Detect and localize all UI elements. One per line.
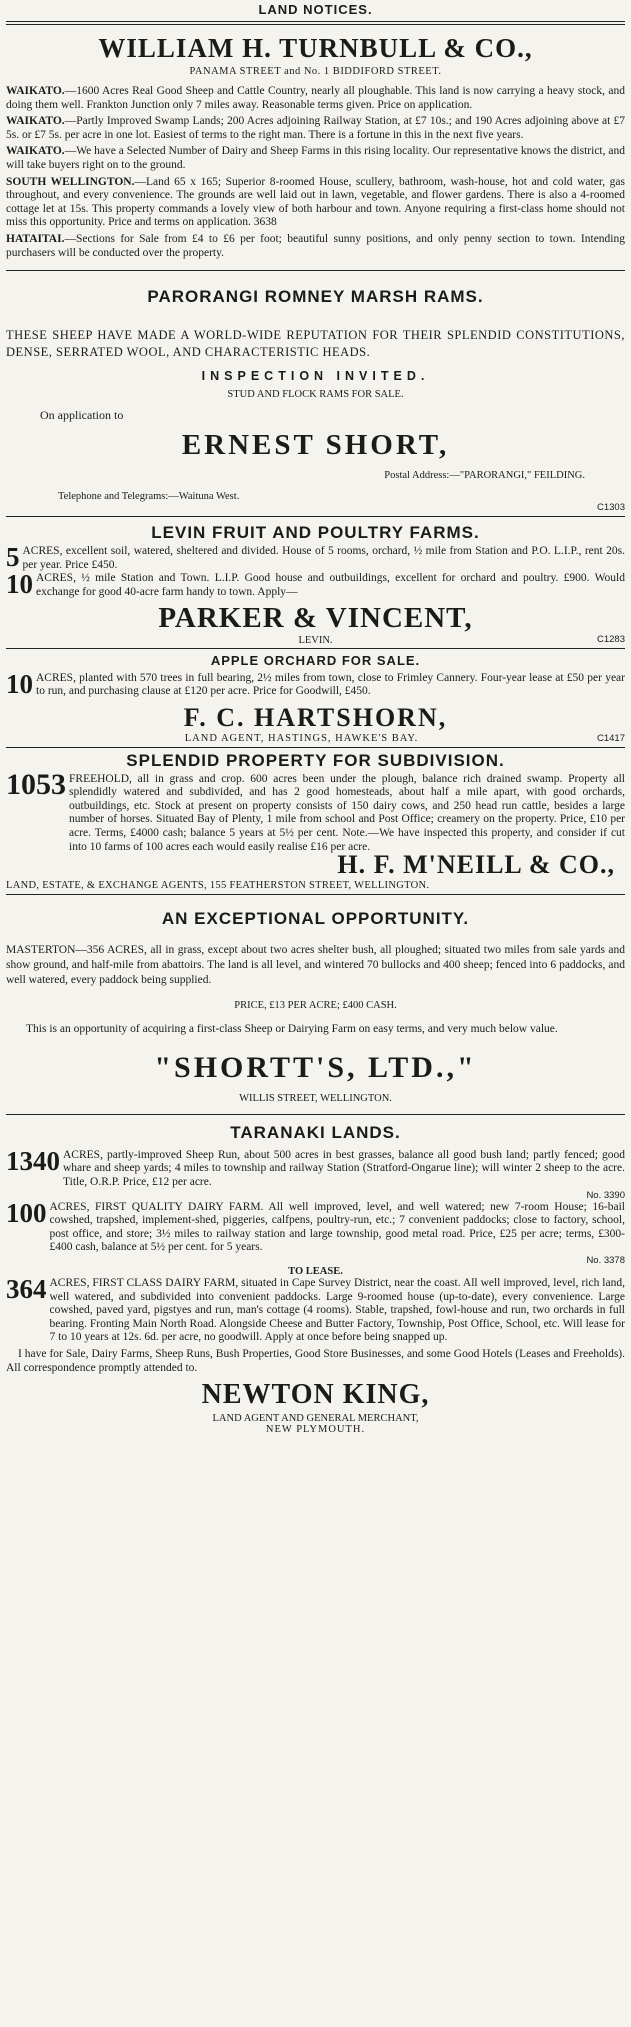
parorangi-title: PARORANGI ROMNEY MARSH RAMS.	[147, 287, 484, 307]
apple-agent: F. C. HARTSHORN,	[183, 702, 448, 732]
apple-advert	[6, 653, 625, 744]
levin-item: 10 ACRES, ½ mile Station and Town. L.I.P. Good house and outbuildings, excellent for orchard and poultry. £900. Would exchange for good 40-acre farm handy to town. Apply—	[6, 569, 625, 600]
turnbull-advert	[6, 33, 625, 260]
turnbull-address: PANAMA STREET and No. 1 BIDDIFORD STREET.	[189, 66, 442, 77]
levin-item: 5 ACRES, excellent soil, watered, sheltered and divided. House of 5 rooms, orchard, ½ mile from Station and P.O. L.I.P., rent 20s. per year. Price £450.	[6, 542, 625, 573]
exceptional-closing: This is an opportunity of acquiring a first-class Sheep or Dairying Farm on easy terms, and very much below value.	[26, 1023, 558, 1036]
parorangi-inspection: INSPECTION INVITED.	[201, 369, 430, 384]
parorangi-postal: Postal Address:—"PARORANGI," FEILDING.	[384, 470, 585, 482]
divider	[6, 747, 625, 748]
taranaki-item: 100 ACRES, FIRST QUALITY DAIRY FARM. All well improved, level, and well watered; new 7-room House; 16-bail cowshed, trapshed, implement-shed, piggeries, calfpens, poultry-run, etc.; 7 convenient paddocks; close to factory, school, post office, and store; 3½ miles to railway station and large township, good metal road. Price, £25 per acre; terms, £300-£400 cash, balance at 5½ per cent. for 5 years. No. 3378	[6, 1197, 625, 1266]
divider	[6, 516, 625, 517]
divider	[6, 270, 625, 271]
splendid-item: 1053 FREEHOLD, all in grass and crop. 600 acres been under the plough, balance rich drained swamp. Property all splendidly watered and subdivided, and has 2 good homesteads, about half a mile apart, with good orchards, outbuildings, etc. Stock at present on property consists of 150 dairy cows, and 250 head run cattle, besides a large number of horses. Situated Bay of Plenty, 1 mile from school and Post Office; creamery on the property. Price, £10 per acre. Terms, £4000 cash; balance 5 years at 5½ per cent. Note.—We have inspected this property, and consider if cut into 10 farms of 100 acres each would easily realise £16 per acre.	[6, 767, 625, 853]
apple-ref: C1417	[597, 732, 625, 744]
exceptional-price: PRICE, £13 PER ACRE; £400 CASH.	[234, 1000, 397, 1012]
section-header: LAND NOTICES.	[258, 2, 373, 17]
exceptional-agent-line: WILLIS STREET, WELLINGTON.	[239, 1092, 392, 1104]
apple-item: 10 ACRES, planted with 570 trees in full bearing, 2½ miles from town, close to Frimley Cannery. Four-year lease at £50 per year to run, and purchasing clause at £120 per acre. Price for Goodwill, £450.	[6, 668, 625, 699]
taranaki-closing: I have for Sale, Dairy Farms, Sheep Runs, Bush Properties, Good Store Businesses, and some Good Hotels (Leases and Freeholds). All correspondence promptly attended to.	[6, 1347, 625, 1374]
parorangi-advert	[6, 287, 625, 513]
turnbull-listing: WAIKATO.—Partly Improved Swamp Lands; 200 Acres adjoining Railway Station, at £7 10s.; and 190 Acres adjoining above at £7 5s. or £7 5s. per acre in one lot. Easiest of terms to the right man. There is a fortune in this in the next five years.	[6, 115, 625, 141]
parorangi-body: THESE SHEEP HAVE MADE A WORLD-WIDE REPUTATION FOR THEIR SPLENDID CONSTITUTIONS, DENSE, SERRATED WOOL, AND CHARACTERISTIC HEADS.	[6, 328, 625, 360]
taranaki-item: 1340 ACRES, partly-improved Sheep Run, about 500 acres in best grasses, balance all good bush land; partly fenced; good whare and sheep yards; 4 miles to township and railway Station (Stratford-Ongarue line); will winter 2 sheep to the acre. Title, O.R.P. Price, £12 per acre. No. 3390	[6, 1145, 625, 1201]
splendid-advert	[6, 751, 625, 892]
apple-agent-line-row	[6, 733, 625, 744]
turnbull-listing: WAIKATO.—1600 Acres Real Good Sheep and Cattle Country, nearly all ploughable. This land is now carrying a heavy stock, and doing them well. Frankton Junction only 7 miles away. Reasonable terms given. Price on application.	[6, 85, 625, 111]
splendid-title: SPLENDID PROPERTY FOR SUBDIVISION.	[126, 750, 505, 770]
taranaki-advert	[6, 1123, 625, 1435]
taranaki-agent-line: LAND AGENT AND GENERAL MERCHANT,	[212, 1413, 419, 1425]
taranaki-title: TARANAKI LANDS.	[230, 1122, 401, 1142]
taranaki-town: NEW PLYMOUTH.	[265, 1424, 366, 1436]
exceptional-body: MASTERTON—356 ACRES, all in grass, except about two acres shelter bush, all ploughed; situated two miles from sale yards and show ground, and half-mile from abattoirs. The land is all level, and wintered 70 bullocks and 400 sheep; fenced into 6 paddocks, and well watered, every paddock being supplied.	[6, 944, 625, 987]
levin-title: LEVIN FRUIT AND POULTRY FARMS.	[151, 523, 480, 543]
turnbull-listing: HATAITAI.—Sections for Sale from £4 to £6 per foot; beautiful sunny positions, and only penny section to town. Intending purchasers will be conducted over the property.	[6, 232, 625, 259]
levin-advert	[6, 523, 625, 644]
exceptional-title: AN EXCEPTIONAL OPPORTUNITY.	[161, 909, 470, 929]
divider	[6, 648, 625, 649]
levin-agent: PARKER & VINCENT,	[158, 601, 473, 634]
exceptional-agent: "SHORTT'S, LTD.,"	[154, 1050, 477, 1084]
parorangi-name: ERNEST SHORT,	[181, 429, 450, 462]
parorangi-application: On application to	[40, 408, 124, 423]
exceptional-advert	[6, 909, 625, 1104]
taranaki-lease-item: 364 ACRES, FIRST CLASS DAIRY FARM, situated in Cape Survey District, near the coast. All well improved, level, rich land, well watered, and subdivided into convenient paddocks. Large 9-roomed house (up-to-date), every convenience. Large cowshed, paved yard, pigstyes and run, man's cottage (4 rooms). Stable, trapshed, fowl-house and run, two orchards in full bearing. Fronting Main North Road. Alongside Cheese and Butter Factory, Township, Post Office, School, etc. Will lease for 7 to 10 years at 12s. 6d. per acre, no goodwill. Apply at once before being snapped up.	[6, 1274, 625, 1344]
divider	[6, 894, 625, 895]
turnbull-name: WILLIAM H. TURNBULL & CO.,	[98, 33, 533, 63]
turnbull-listing: WAIKATO.—We have a Selected Number of Dairy and Sheep Farms in this rising locality. Our representative knows the district, and will take buyers right on to the ground.	[6, 145, 625, 171]
apple-title: APPLE ORCHARD FOR SALE.	[210, 652, 421, 668]
splendid-agent-line: LAND, ESTATE, & EXCHANGE AGENTS, 155 FEATHERSTON STREET, WELLINGTON.	[6, 880, 430, 892]
levin-ref: C1283	[597, 633, 625, 645]
apple-agent-line: LAND AGENT, HASTINGS, HAWKE'S BAY.	[184, 732, 419, 744]
turnbull-listing: SOUTH WELLINGTON.—Land 65 x 165; Superior 8-roomed House, scullery, bathroom, wash-house, hot and cold water, gas throughout, and every convenience. The grounds are well laid out in lawn, vegetable, and flower gardens. There is also a 4-roomed cottage let at 15s. This property commands a lovely view of both harbour and town. Anyone requiring a first-class home should not miss this opportunity. Price and terms on application. 3638	[6, 175, 625, 229]
taranaki-lease-heading: TO LEASE.	[288, 1266, 343, 1277]
parorangi-ref: C1303	[597, 502, 625, 514]
parorangi-stud: STUD AND FLOCK RAMS FOR SALE.	[227, 389, 404, 401]
divider	[6, 1114, 625, 1115]
levin-town: LEVIN.	[298, 634, 333, 646]
parorangi-telephone: Telephone and Telegrams:—Waituna West.	[58, 491, 240, 503]
splendid-agent: H. F. M'NEILL & CO.,	[337, 850, 615, 880]
taranaki-agent: NEWTON KING,	[201, 1379, 430, 1411]
header-rule	[6, 21, 625, 25]
